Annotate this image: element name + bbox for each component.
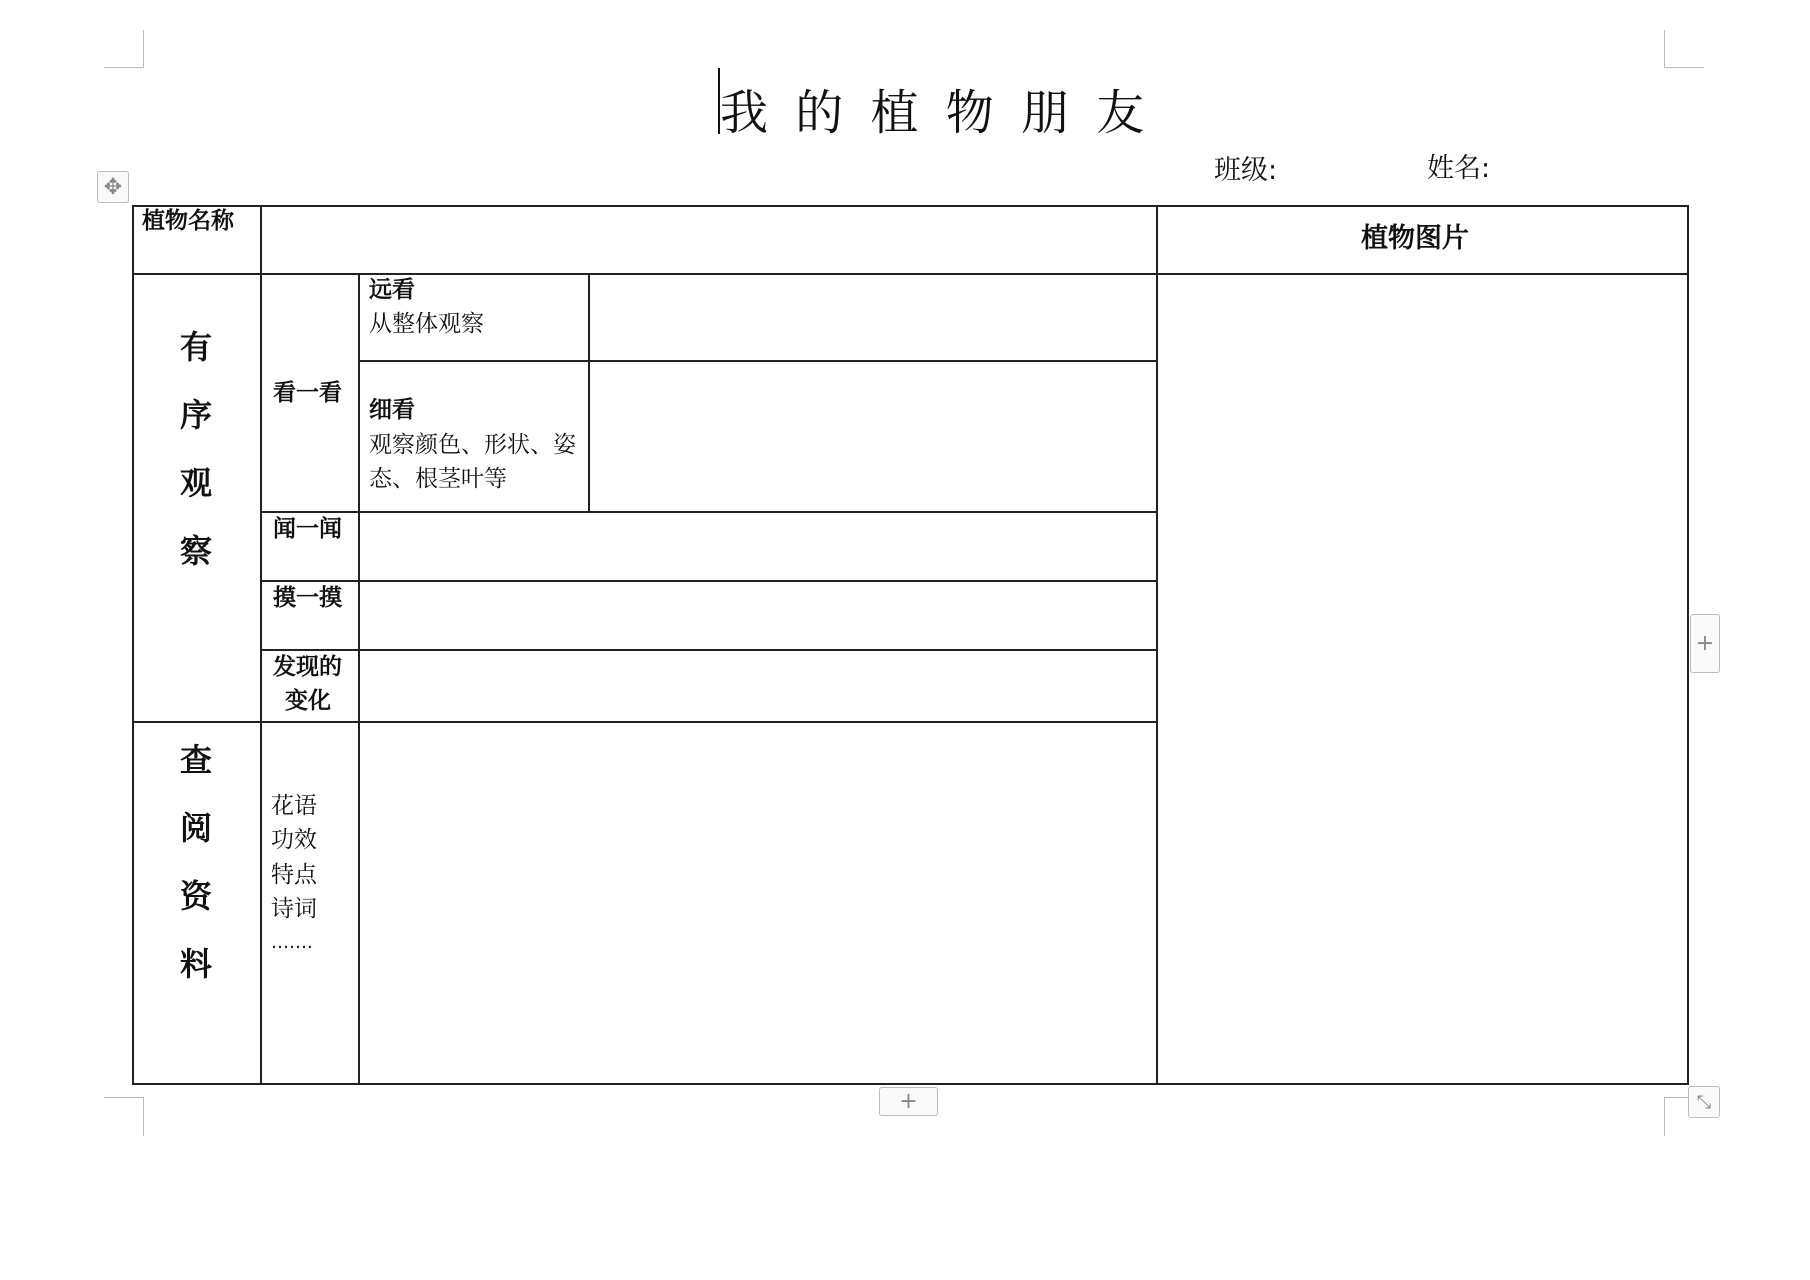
- resize-icon: ⤡: [1696, 1091, 1712, 1113]
- research-char: 资: [179, 877, 212, 915]
- research-item: 功效: [271, 827, 317, 853]
- table-move-handle[interactable]: [97, 171, 129, 203]
- class-label: 班级:: [1214, 155, 1278, 186]
- research-item: 诗词: [271, 896, 317, 922]
- orderly-observation-char: 察: [179, 532, 212, 570]
- changes-label: 变化: [285, 688, 331, 714]
- touch-field[interactable]: [361, 583, 1155, 648]
- research-item: 特点: [271, 862, 317, 888]
- plant-name-field[interactable]: [263, 208, 1155, 272]
- far-look-field[interactable]: [591, 276, 1155, 359]
- name-label: 姓名:: [1427, 153, 1491, 184]
- research-item: 花语: [271, 793, 317, 819]
- table-resize-handle[interactable]: [1688, 1086, 1720, 1118]
- research-char: 料: [179, 945, 212, 983]
- research-field[interactable]: [361, 724, 1155, 1082]
- move-icon: ✥: [103, 174, 123, 200]
- far-look-desc: 从整体观察: [369, 311, 484, 337]
- close-look-field[interactable]: [591, 363, 1155, 510]
- plant-name-label: 植物名称: [142, 208, 234, 234]
- changes-field[interactable]: [361, 652, 1155, 720]
- touch-label: 摸一摸: [273, 585, 342, 611]
- orderly-observation-char: 观: [179, 464, 212, 502]
- research-char: 查: [179, 741, 212, 779]
- add-column-button[interactable]: [1690, 614, 1720, 673]
- plus-icon: +: [1695, 631, 1715, 656]
- orderly-observation-char: 有: [179, 328, 212, 366]
- corner-mark-bottom-left: [104, 1097, 144, 1136]
- smell-field[interactable]: [361, 514, 1155, 579]
- plant-picture-label: 植物图片: [1361, 223, 1469, 254]
- close-look-desc: 态、根茎叶等: [369, 466, 507, 492]
- research-char: 阅: [179, 809, 212, 847]
- orderly-observation-char: 序: [179, 396, 212, 434]
- far-look-label: 远看: [369, 277, 415, 303]
- corner-mark-top-right: [1664, 30, 1704, 68]
- plant-picture-cell[interactable]: [1159, 276, 1686, 1082]
- research-item: …….: [271, 932, 313, 953]
- plus-icon: +: [899, 1089, 918, 1114]
- changes-label: 发现的: [273, 654, 342, 680]
- close-look-label: 细看: [369, 397, 415, 423]
- close-look-desc: 观察颜色、形状、姿: [369, 432, 576, 458]
- corner-mark-top-left: [104, 30, 144, 68]
- look-label: 看一看: [273, 380, 342, 406]
- add-row-button[interactable]: [879, 1087, 938, 1116]
- page-title: 我 的 植 物 朋 友: [720, 85, 1151, 141]
- smell-label: 闻一闻: [273, 516, 342, 542]
